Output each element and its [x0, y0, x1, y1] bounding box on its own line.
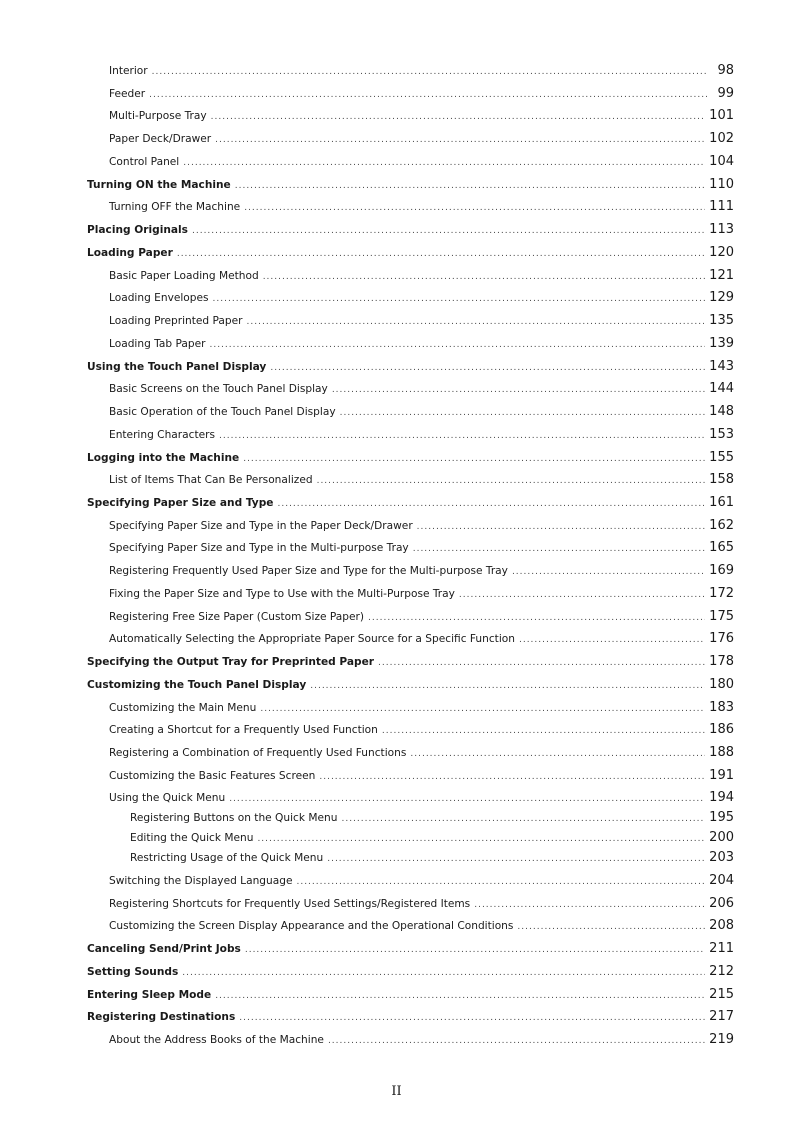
toc-entry[interactable] — [0, 60, 793, 82]
dot-leader — [243, 448, 705, 470]
toc-entry-page: 215 — [709, 987, 734, 1002]
toc-entry-title: Loading Preprinted Paper — [109, 315, 243, 327]
toc-entry[interactable] — [0, 287, 793, 309]
dot-leader — [317, 470, 706, 492]
toc-entry-title: Customizing the Main Menu — [109, 702, 257, 714]
toc-entry[interactable] — [0, 83, 793, 105]
toc-entry[interactable] — [0, 219, 793, 241]
toc-entry-page: 98 — [717, 63, 734, 78]
toc-entry[interactable] — [0, 827, 793, 849]
toc-entry-page: 135 — [709, 313, 734, 328]
toc-entry-title: Registering a Combination of Frequently Used Functions — [109, 747, 407, 759]
dot-leader — [263, 266, 705, 288]
toc-entry-title: Registering Buttons on the Quick Menu — [130, 812, 338, 824]
toc-entry-title: Basic Screens on the Touch Panel Display — [109, 383, 328, 395]
toc-entry[interactable] — [0, 606, 793, 628]
toc-entry-title: Customizing the Basic Features Screen — [109, 770, 316, 782]
toc-entry-page: 212 — [709, 964, 734, 979]
dot-leader — [211, 106, 706, 128]
toc-entry[interactable] — [0, 651, 793, 673]
toc-entry-title: Registering Free Size Paper (Custom Size Paper) — [109, 611, 365, 623]
toc-entry-page: 169 — [709, 563, 734, 578]
dot-leader — [247, 311, 706, 333]
toc-entry-title: Using the Touch Panel Display — [87, 361, 267, 373]
toc-entry[interactable] — [0, 515, 793, 537]
toc-entry-title: Registering Shortcuts for Frequently Used Settings/Registered Items — [109, 898, 471, 910]
toc-entry[interactable] — [0, 847, 793, 869]
toc-entry-page: 200 — [709, 830, 734, 845]
toc-entry-page: 139 — [709, 336, 734, 351]
toc-entry-title: Customizing the Screen Display Appearance and the Operational Conditions — [109, 920, 514, 932]
dot-leader — [182, 962, 705, 984]
dot-leader — [410, 743, 705, 765]
dot-leader — [328, 1030, 705, 1052]
toc-entry-page: 111 — [709, 199, 734, 214]
toc-entry[interactable] — [0, 915, 793, 937]
dot-leader — [332, 379, 705, 401]
toc-entry[interactable] — [0, 492, 793, 514]
dot-leader — [245, 939, 705, 961]
toc-entry-title: Control Panel — [109, 156, 180, 168]
dot-leader — [517, 916, 705, 938]
toc-entry-title: Specifying Paper Size and Type — [87, 497, 274, 509]
toc-entry[interactable] — [0, 961, 793, 983]
dot-leader — [474, 894, 705, 916]
toc-entry[interactable] — [0, 310, 793, 332]
dot-leader — [239, 1007, 705, 1029]
toc-entry-page: 99 — [717, 86, 734, 101]
toc-entry[interactable] — [0, 807, 793, 829]
dot-leader — [340, 402, 706, 424]
toc-entry-title: Using the Quick Menu — [109, 792, 226, 804]
toc-entry[interactable] — [0, 765, 793, 787]
toc-entry[interactable] — [0, 174, 793, 196]
toc-entry-page: 203 — [709, 850, 734, 865]
toc-entry-page: 165 — [709, 540, 734, 555]
toc-entry-title: Automatically Selecting the Appropriate Paper Source for a Specific Function — [109, 633, 515, 645]
dot-leader — [459, 584, 705, 606]
toc-entry-title: Basic Paper Loading Method — [109, 270, 259, 282]
toc-entry[interactable] — [0, 1006, 793, 1028]
dot-leader — [327, 848, 705, 870]
toc-entry-page: 153 — [709, 427, 734, 442]
dot-leader — [413, 538, 705, 560]
dot-leader — [192, 220, 705, 242]
toc-entry[interactable] — [0, 719, 793, 741]
toc-entry[interactable] — [0, 424, 793, 446]
toc-entry-title: Registering Frequently Used Paper Size and Type for the Multi-purpose Tray — [109, 565, 508, 577]
toc-entry-title: Registering Destinations — [87, 1011, 236, 1023]
toc-entry[interactable] — [0, 787, 793, 809]
toc-entry-title: Logging into the Machine — [87, 452, 240, 464]
toc-entry-page: 161 — [709, 495, 734, 510]
toc-entry-page: 113 — [709, 222, 734, 237]
toc-entry-page: 219 — [709, 1032, 734, 1047]
toc-entry[interactable] — [0, 105, 793, 127]
toc-entry-page: 204 — [709, 873, 734, 888]
toc-entry-title: Loading Envelopes — [109, 292, 209, 304]
toc-entry[interactable] — [0, 674, 793, 696]
dot-leader — [310, 675, 705, 697]
toc-entry-title: About the Address Books of the Machine — [109, 1034, 324, 1046]
page-number: II — [391, 1084, 402, 1099]
dot-leader — [319, 766, 705, 788]
toc-entry-title: Placing Originals — [87, 224, 188, 236]
toc-entry-page: 191 — [709, 768, 734, 783]
dot-leader — [209, 334, 705, 356]
toc-entry[interactable] — [0, 151, 793, 173]
toc-entry-page: 211 — [709, 941, 734, 956]
toc-entry[interactable] — [0, 560, 793, 582]
dot-leader — [512, 561, 705, 583]
toc-entry[interactable] — [0, 469, 793, 491]
toc-entry-title: Restricting Usage of the Quick Menu — [130, 852, 324, 864]
dot-leader — [382, 720, 705, 742]
toc-entry-page: 180 — [709, 677, 734, 692]
toc-entry-page: 172 — [709, 586, 734, 601]
dot-leader — [277, 493, 705, 515]
toc-entry-page: 183 — [709, 700, 734, 715]
toc-entry-page: 129 — [709, 290, 734, 305]
toc-entry-page: 208 — [709, 918, 734, 933]
toc-entry-page: 206 — [709, 896, 734, 911]
toc-entry-page: 144 — [709, 381, 734, 396]
toc-entry[interactable] — [0, 742, 793, 764]
toc-entry-page: 194 — [709, 790, 734, 805]
dot-leader — [260, 698, 705, 720]
dot-leader — [152, 61, 708, 83]
dot-leader — [378, 652, 705, 674]
toc-entry-title: Setting Sounds — [87, 966, 179, 978]
toc-entry-title: Turning OFF the Machine — [109, 201, 241, 213]
toc-entry-title: Creating a Shortcut for a Frequently Used Function — [109, 724, 378, 736]
dot-leader — [270, 357, 705, 379]
toc-entry[interactable] — [0, 537, 793, 559]
toc-entry-page: 176 — [709, 631, 734, 646]
toc-entry-page: 104 — [709, 154, 734, 169]
toc-entry-title: Switching the Displayed Language — [109, 875, 293, 887]
toc-entry-title: Entering Sleep Mode — [87, 989, 212, 1001]
toc-entry[interactable] — [0, 893, 793, 915]
toc-entry-title: Specifying Paper Size and Type in the Multi-purpose Tray — [109, 542, 409, 554]
dot-leader — [417, 516, 706, 538]
dot-leader — [215, 985, 705, 1007]
toc-entry[interactable] — [0, 378, 793, 400]
toc-entry-title: Feeder — [109, 88, 146, 100]
dot-leader — [177, 243, 705, 265]
toc-entry[interactable] — [0, 870, 793, 892]
dot-leader — [215, 129, 705, 151]
toc-entry-title: Turning ON the Machine — [87, 179, 231, 191]
toc-entry-page: 102 — [709, 131, 734, 146]
toc-entry-title: Editing the Quick Menu — [130, 832, 254, 844]
toc-entry-page: 178 — [709, 654, 734, 669]
toc-entry-page: 110 — [709, 177, 734, 192]
toc-entry-page: 158 — [709, 472, 734, 487]
toc-entry-title: Paper Deck/Drawer — [109, 133, 212, 145]
toc-entry-page: 101 — [709, 108, 734, 123]
toc-entry-page: 148 — [709, 404, 734, 419]
toc-entry-title: Multi-Purpose Tray — [109, 110, 207, 122]
toc-entry-page: 121 — [709, 268, 734, 283]
toc-entry-page: 175 — [709, 609, 734, 624]
toc-entry[interactable] — [0, 447, 793, 469]
dot-leader — [235, 175, 705, 197]
toc-entry[interactable] — [0, 333, 793, 355]
toc-entry-page: 120 — [709, 245, 734, 260]
toc-entry-title: Loading Tab Paper — [109, 338, 206, 350]
toc-entry-page: 217 — [709, 1009, 734, 1024]
toc-entry[interactable] — [0, 628, 793, 650]
toc-entry-title: Entering Characters — [109, 429, 216, 441]
dot-leader — [183, 152, 705, 174]
toc-entry-page: 143 — [709, 359, 734, 374]
toc-entry-page: 188 — [709, 745, 734, 760]
toc-entry-title: Canceling Send/Print Jobs — [87, 943, 241, 955]
toc-entry-title: List of Items That Can Be Personalized — [109, 474, 313, 486]
toc-entry-page: 155 — [709, 450, 734, 465]
toc-entry-title: Loading Paper — [87, 247, 173, 259]
toc-entry[interactable] — [0, 938, 793, 960]
dot-leader — [519, 629, 705, 651]
toc-entry[interactable] — [0, 984, 793, 1006]
toc-entry-title: Basic Operation of the Touch Panel Display — [109, 406, 336, 418]
toc-entry[interactable] — [0, 1029, 793, 1051]
toc-entry-title: Specifying Paper Size and Type in the Paper Deck/Drawer — [109, 520, 413, 532]
toc-entry-page: 195 — [709, 810, 734, 825]
toc-entry-title: Interior — [109, 65, 148, 77]
toc-entry[interactable] — [0, 583, 793, 605]
dot-leader — [296, 871, 705, 893]
dot-leader — [219, 425, 705, 447]
toc-entry-title: Specifying the Output Tray for Preprinted Paper — [87, 656, 375, 668]
dot-leader — [213, 288, 706, 310]
toc-entry[interactable] — [0, 128, 793, 150]
dot-leader — [368, 607, 705, 629]
toc-entry-title: Fixing the Paper Size and Type to Use with the Multi-Purpose Tray — [109, 588, 455, 600]
toc-entry-title: Customizing the Touch Panel Display — [87, 679, 307, 691]
toc-entry[interactable] — [0, 196, 793, 218]
toc-entry[interactable] — [0, 242, 793, 264]
dot-leader — [244, 197, 705, 219]
toc-entry[interactable] — [0, 356, 793, 378]
toc-entry[interactable] — [0, 401, 793, 423]
toc-entry[interactable] — [0, 697, 793, 719]
toc-entry[interactable] — [0, 265, 793, 287]
toc-entry-page: 162 — [709, 518, 734, 533]
dot-leader — [149, 84, 708, 106]
toc-entry-page: 186 — [709, 722, 734, 737]
